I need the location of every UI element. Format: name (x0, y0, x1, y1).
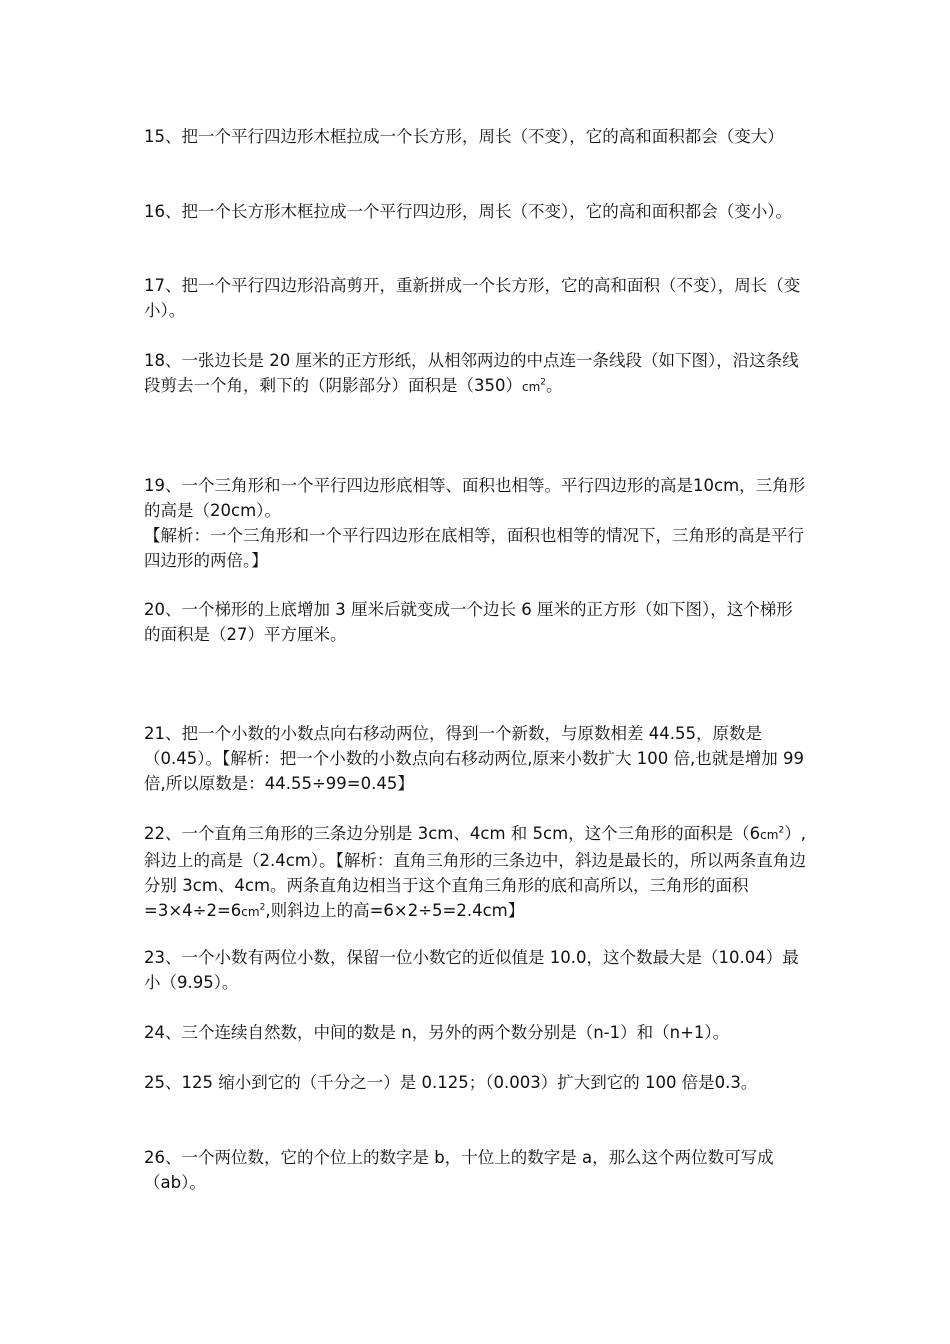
question-19 (144, 473, 808, 573)
question-24-text: 24、三个连续自然数，中间的数是 n，另外的两个数分别是（n-1）和（n+1）。 (144, 1023, 730, 1042)
question-19-text: 19、一个三角形和一个平行四边形底相等、面积也相等。平行四边形的高是10cm，三角形的高是（20cm）。 (144, 476, 806, 520)
question-18-text: 18、一张边长是 20 厘米的正方形纸，从相邻两边的中点连一条线段（如下图），沿这条线段剪去一个角，剩下的（阴影部分）面积是（350） (144, 351, 799, 395)
question-23 (144, 945, 808, 995)
question-22-end: ,则斜边上的高=6×2÷5=2.4cm】 (265, 901, 525, 920)
question-16 (144, 199, 808, 224)
unit-cm: cm (241, 905, 260, 919)
unit-cm: cm (522, 380, 541, 394)
question-17-text: 17、把一个平行四边形沿高剪开，重新拼成一个长方形，它的高和面积（不变），周长（变小）。 (144, 276, 801, 320)
superscript: 2 (540, 377, 547, 388)
question-15 (144, 124, 808, 149)
question-24 (144, 1020, 808, 1045)
question-20 (144, 597, 808, 647)
question-22-analysis: ）,斜边上的高是（2.4cm）。【解析：直角三角形的三条边中，斜边是最长的，所以两条直角边分别 3cm、4cm。两条直角边相当于这个直角三角形的底和高所以，三角形的面积=3×4÷2=6 (144, 824, 806, 920)
question-17 (144, 273, 808, 323)
question-23-text: 23、一个小数有两位小数，保留一位小数它的近似值是 10.0，这个数最大是（10.04）最小（9.95）。 (144, 948, 799, 992)
superscript: 2 (778, 825, 785, 836)
question-21 (144, 721, 808, 796)
question-15-text: 15、把一个平行四边形木框拉成一个长方形，周长（不变），它的高和面积都会（变大） (144, 127, 784, 146)
question-22-text: 22、一个直角三角形的三条边分别是 3cm、4cm 和 5cm，这个三角形的面积是（6 (144, 824, 761, 843)
question-22 (144, 821, 808, 925)
question-26-text: 26、一个两位数，它的个位上的数字是 b，十位上的数字是 a，那么这个两位数可写成（ab）。 (144, 1148, 774, 1192)
question-16-text: 16、把一个长方形木框拉成一个平行四边形，周长（不变），它的高和面积都会（变小）。 (144, 202, 792, 221)
superscript: 2 (259, 902, 266, 913)
unit-cm: cm (760, 828, 779, 842)
question-25-text: 25、125 缩小到它的（千分之一）是 0.125；（0.003）扩大到它的 100 倍是0.3。 (144, 1073, 758, 1092)
question-20-text: 20、一个梯形的上底增加 3 厘米后就变成一个边长 6 厘米的正方形（如下图），这个梯形的面积是（27）平方厘米。 (144, 600, 793, 644)
question-19-analysis: 【解析：一个三角形和一个平行四边形在底相等，面积也相等的情况下，三角形的高是平行四边形的两倍。】 (144, 526, 804, 570)
question-25 (144, 1070, 808, 1095)
question-18-end: 。 (546, 376, 563, 395)
question-21-text: 21、把一个小数的小数点向右移动两位，得到一个新数，与原数相差 44.55，原数是（0.45）。【解析：把一个小数的小数点向右移动两位,原来小数扩大 100 倍,也就是增加 99 倍,所以原数是：44.55÷99=0.45】 (144, 724, 804, 793)
question-26 (144, 1145, 808, 1195)
question-18 (144, 348, 808, 400)
